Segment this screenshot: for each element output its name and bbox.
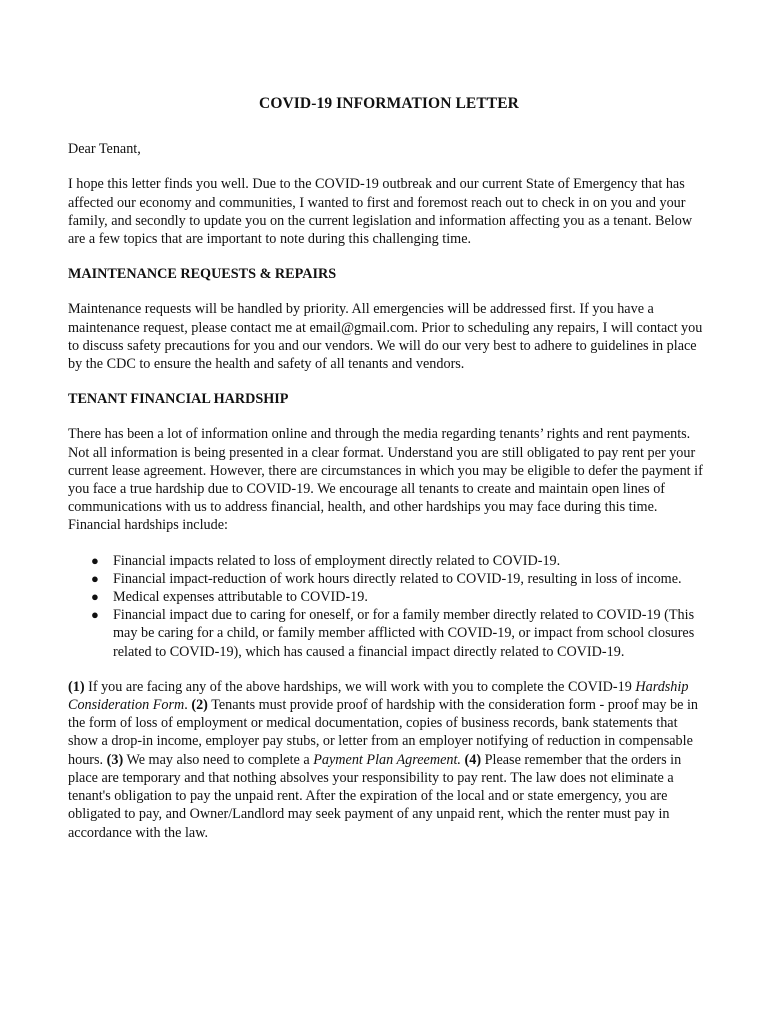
maintenance-paragraph: Maintenance requests will be handled by priority. All emergencies will be addressed first. If you have a maintenance request, please contact me at email@gmail.com. Prior to scheduling any repairs, I will contact you to discuss safety precautions for you and our vendors. We will do our very best to adhere to guidelines in place by the CDC to ensure the health and safety of all tenants and vendors. — [68, 301, 703, 373]
closing-text-1: If you are facing any of the above hardships, we will work with you to complete the COVID-19 — [84, 678, 636, 695]
step-number-2: (2) — [191, 697, 208, 714]
greeting: Dear Tenant, — [68, 141, 141, 158]
payment-plan-form-name: Payment Plan Agreement. — [313, 751, 461, 768]
closing-text-3: Tenants must provide proof of hardship with the consideration form - proof may be in the form of loss of employment or medical documentation, copies of business records, bank statements that show a drop-in income, employer pay stubs, or letter from an employer notifying of reduction in compensable hours. — [68, 697, 698, 768]
letter-page — [68, 95, 710, 859]
list-item-text: Medical expenses attributable to COVID-19. — [113, 589, 368, 606]
bullet-icon: ● — [91, 589, 99, 605]
hardship-paragraph: There has been a lot of information online and through the media regarding tenants’ rights and rent payments. Not all information is being presented in a clear format. Understand you are still obligated to pay rent per your current lease agreement. However, there are circumstances in which you may be eligible to defer the payment if you face a true hardship due to COVID-19. We encourage all tenants to create and maintain open lines of communications with us to address financial, health, and other hardships you may face during this time. Financial hardships include: — [68, 426, 703, 534]
step-number-1: (1) — [68, 678, 85, 695]
closing-text-6: Please remember that the orders in place are temporary and that nothing absolves your responsibility to pay rent. The law does not eliminate a tenant's obligation to pay the unpaid rent. After the expiration of the local and or state emergency, you are obligated to pay, and Owner/Landlord may seek payment of any unpaid rent, which the renter must pay in accordance with the law. — [68, 751, 682, 841]
step-number-3: (3) — [106, 751, 124, 768]
bullet-icon: ● — [91, 570, 99, 586]
bullet-icon: ● — [91, 607, 99, 623]
maintenance-heading: MAINTENANCE REQUESTS & REPAIRS — [68, 266, 337, 283]
closing-text-4: We may also need to complete a — [123, 751, 314, 768]
hardship-form-name: Hardship Consideration Form — [68, 678, 689, 714]
list-item — [91, 606, 710, 661]
letter-title: COVID-19 INFORMATION LETTER — [259, 95, 519, 112]
hardship-list — [68, 552, 710, 661]
intro-paragraph: I hope this letter finds you well. Due to the COVID-19 outbreak and our current State of Emergency that has affected our economy and communities, I wanted to first and foremost reach out to check in on you and your family, and secondly to update you on the current legislation and information affecting you as a tenant. Below are a few topics that are important to note during this challenging time. — [68, 176, 693, 248]
closing-text-2: . — [184, 697, 192, 714]
list-item — [91, 552, 710, 570]
hardship-heading: TENANT FINANCIAL HARDSHIP — [68, 391, 289, 408]
list-item-text: Financial impact-reduction of work hours directly related to COVID-19, resulting in loss of income. — [113, 570, 682, 587]
step-number-4: (4) — [464, 751, 482, 768]
list-item-text: Financial impact due to caring for oneself, or for a family member directly related to COVID-19 (This may be caring for a child, or family member afflicted with COVID-19, or impact from school closures related to COVID-19), which has caused a financial impact directly related to COVID-19. — [113, 607, 695, 660]
list-item — [91, 588, 710, 606]
list-item — [91, 570, 710, 588]
closing-paragraph — [68, 678, 710, 842]
list-item-text: Financial impacts related to loss of employment directly related to COVID-19. — [113, 552, 561, 569]
bullet-icon: ● — [91, 552, 99, 568]
